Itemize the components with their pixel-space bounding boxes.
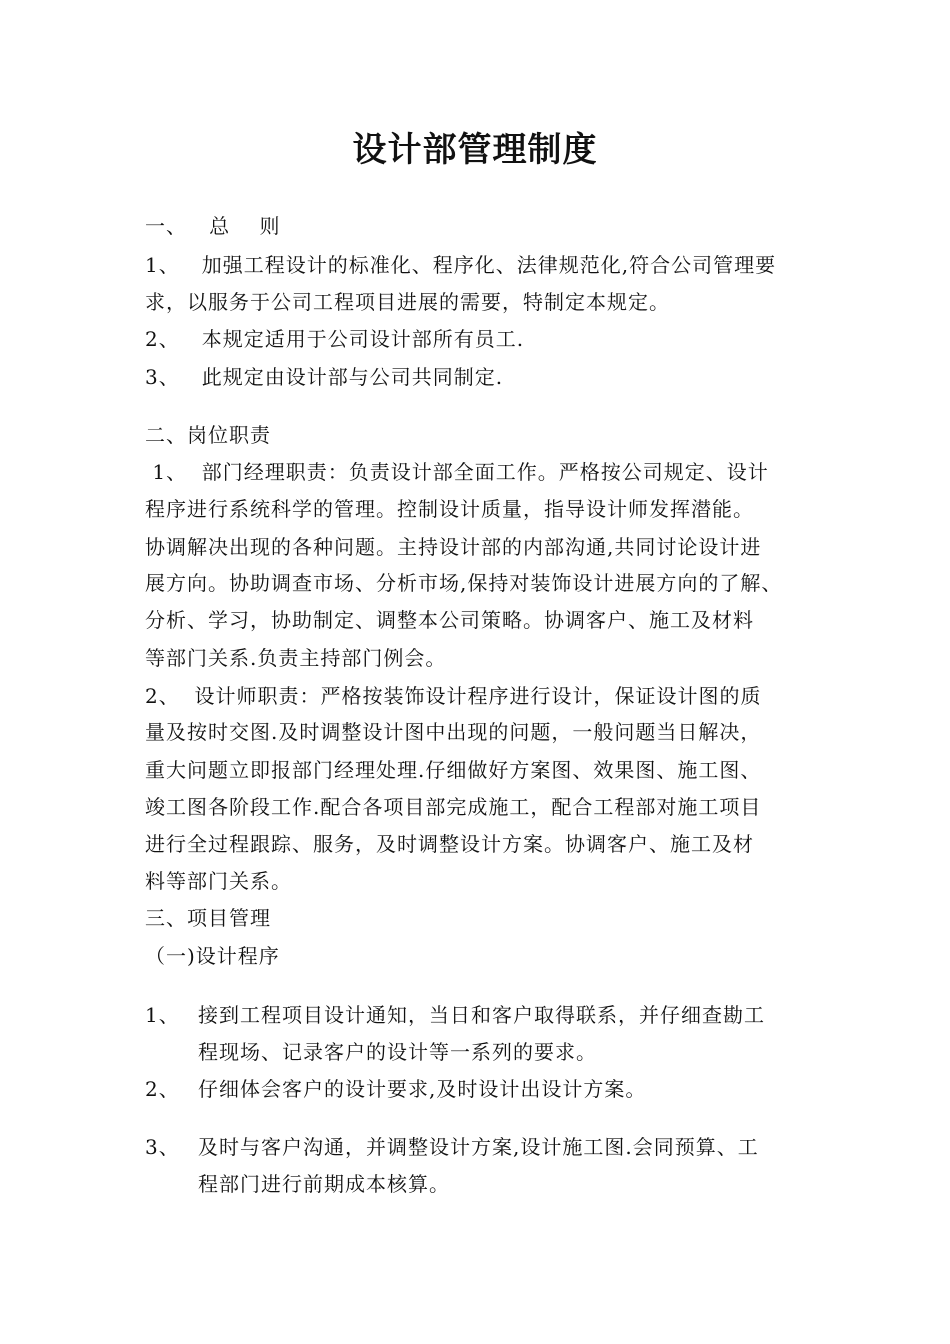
list-item-line: 程现场、记录客户的设计等一系列的要求。 [198,1040,597,1064]
list-item-line: 程部门进行前期成本核算。 [198,1172,450,1196]
paragraph-line: 料等部门关系。 [145,869,292,893]
section-heading-duties: 二、岗位职责 [145,423,271,447]
paragraph-line: 2、 本规定适用于公司设计部所有员工. [145,327,525,351]
paragraph-line: 等部门关系.负责主持部门例会。 [145,646,447,670]
paragraph-line: 量及按时交图.及时调整设计图中出现的问题，一般问题当日解决， [145,720,762,744]
list-item-line: 接到工程项目设计通知，当日和客户取得联系，并仔细查勘工 [198,1003,765,1027]
paragraph-line: 重大问题立即报部门经理处理.仔细做好方案图、效果图、施工图、 [145,758,762,782]
paragraph-line: 程序进行系统科学的管理。控制设计质量，指导设计师发挥潜能。 [145,497,754,521]
paragraph-line: 竣工图各阶段工作.配合各项目部完成施工，配合工程部对施工项目 [145,795,762,819]
paragraph-line: 3、 此规定由设计部与公司共同制定. [145,365,504,389]
paragraph-line: 协调解决出现的各种问题。主持设计部的内部沟通,共同讨论设计进 [145,535,762,559]
paragraph-line: 1、 部门经理职责：负责设计部全面工作。严格按公司规定、设计 [145,460,769,484]
list-number: 3、 [145,1135,180,1159]
list-item-line: 及时与客户沟通，并调整设计方案,设计施工图.会同预算、工 [198,1135,759,1159]
list-item-line: 仔细体会客户的设计要求,及时设计出设计方案。 [198,1077,647,1101]
paragraph-line: 展方向。协助调查市场、分析市场,保持对装饰设计进展方向的了解、 [145,571,783,595]
subsection-heading: （一)设计程序 [145,944,280,968]
paragraph-line: 进行全过程跟踪、服务，及时调整设计方案。协调客户、施工及材 [145,832,754,856]
paragraph-line: 2、 设计师职责：严格按装饰设计程序进行设计，保证设计图的质 [145,684,762,708]
list-number: 1、 [145,1003,180,1027]
section-heading-project: 三、项目管理 [145,906,271,930]
paragraph-line: 求，以服务于公司工程项目进展的需要，特制定本规定。 [145,290,670,314]
section-heading-general: 一、 总 则 [145,214,281,238]
list-number: 2、 [145,1077,180,1101]
document-title: 设计部管理制度 [352,130,598,170]
paragraph-line: 1、 加强工程设计的标准化、程序化、法律规范化,符合公司管理要 [145,253,777,277]
paragraph-line: 分析、学习，协助制定、调整本公司策略。协调客户、施工及材料 [145,608,754,632]
